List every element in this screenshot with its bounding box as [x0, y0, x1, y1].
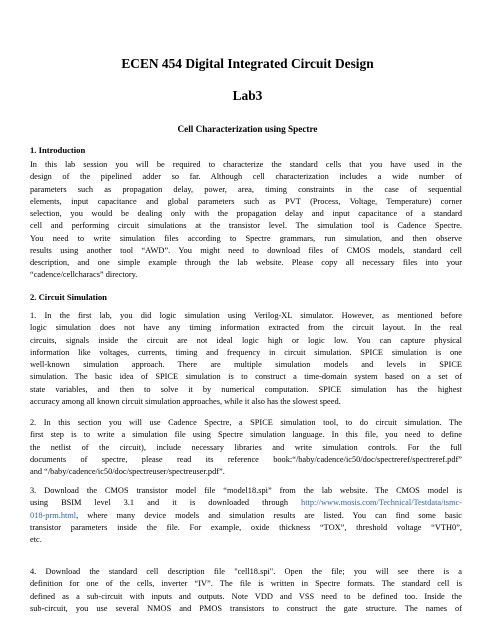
lab-title: Lab3: [232, 88, 263, 103]
text-line: design of the pipelined adder so far. Although cell characterization includes a wide number of: [30, 172, 462, 182]
text-line: “cadence/cellcharacs” directory.: [30, 270, 138, 280]
text-line: 3. Download the CMOS transistor model file “model18.spi” from the lab website. The CMOS model is: [30, 486, 462, 495]
text-line: 2. In this section you will use Cadence Spectre, a SPICE simulation tool, to do circuit simulation. The: [30, 418, 462, 427]
text-line: transistor parameters inside the file. For example, oxide thickness “TOX”, threshold voltage “VTH0”,: [30, 522, 462, 532]
text-line: defined as a sub-circuit with inputs and outputs. Note VDD and VSS need to be defined too. Inside the: [30, 591, 462, 601]
mosis-link-continued[interactable]: 018-prm.html: [30, 510, 77, 520]
section-heading-circuit-simulation: 2. Circuit Simulation: [30, 292, 107, 302]
text-line: documents of spectre, please read its reference book:“/baby/cadence/ic50/doc/spectreref/spectreref.pdf”: [30, 454, 462, 464]
text-line: 4. Download the standard cell description file "cell18.spi". Open the file; you will see there is a: [30, 567, 462, 576]
text-line: circuits, signals inside the circuit are not ideal logic high or logic low. You can capture physical: [30, 335, 462, 345]
text-line: parameters such as propagation delay, power, area, timing constraints in the case of sequential: [30, 184, 462, 194]
section-heading-introduction: 1. Introduction: [30, 145, 86, 155]
text-fragment: using BSIM level 3.1 and it is downloaded through: [30, 498, 302, 508]
mosis-link[interactable]: http://www.mosis.com/Technical/Testdata/tsmc-: [301, 498, 462, 508]
text-line: the netlist of the circuit), include necessary libraries and write simulation controls. For the full: [30, 442, 462, 452]
text-line: [30, 510, 462, 522]
text-line: simulation. The basic idea of SPICE simulation is to construct a time-domain system based on a set of: [30, 372, 462, 382]
text-line: sub-circuit, you use several NMOS and PMOS transistors to construct the gate structure. The names of: [30, 603, 462, 613]
text-line: information like voltages, currents, timing and frequency in circuit simulation. SPICE simulation is one: [30, 347, 462, 357]
course-title: ECEN 454 Digital Integrated Circuit Design: [121, 56, 374, 71]
text-line: [30, 497, 462, 509]
paragraph-1: [30, 310, 462, 408]
text-line: first step is to write a simulation file using Spectre simulation language. In this file, you need to define: [30, 430, 462, 440]
text-line: etc.: [30, 535, 42, 544]
intro-paragraph: [30, 159, 462, 282]
text-line: 1. In the first lab, you did logic simulation using Verilog-XL simulator. However, as mentioned before: [30, 311, 462, 320]
paragraph-4: [30, 566, 462, 615]
text-line: cell and performing circuit simulations at the transistor level. The simulation tool is Cadence Spectre.: [30, 221, 462, 231]
text-line: state variables, and then to solve it by numerical computation. SPICE simulation has the highest: [30, 384, 462, 394]
text-line: results using another tool “AWD”. You might need to download files of CMOS models, standard cell: [30, 245, 462, 255]
text-line: selection, you would be dealing only with the propagation delay and input capacitance of a standard: [30, 209, 462, 218]
text-line: elements, input capacitance and global parameters such as PVT (Process, Voltage, Temperature) corner: [30, 196, 462, 206]
text-line: accuracy among all known circuit simulation approaches, while it also has the slowest speed.: [30, 396, 341, 406]
text-line: definition for one of the cells, inverter “IV”. The file is written in Spectre formats. The standard cell is: [30, 579, 462, 589]
text-line: description, and one simple example through the lab website. Please copy all necessary files into your: [30, 258, 462, 267]
text-line: logic simulation does not have any timing information extracted from the circuit layout. In the real: [30, 323, 462, 333]
text-line: In this lab session you will be required to characterize the standard cells that you have used in the: [30, 160, 462, 169]
paragraph-3: [30, 485, 462, 546]
text-line: and “/baby/cadence/ic50/doc/spectreuser/spectreuser.pdf”.: [30, 467, 225, 476]
text-fragment: , where many device models and simulation results are listed. You can find some basic: [76, 510, 462, 520]
text-line: well-known simulation approach. There are multiple simulation models and levels in SPICE: [30, 360, 462, 369]
document-subtitle: Cell Characterization using Spectre: [177, 124, 318, 134]
text-line: You need to write simulation files according to Spectre grammars, run simulation, and then observe: [30, 233, 462, 243]
paragraph-2: [30, 417, 462, 478]
